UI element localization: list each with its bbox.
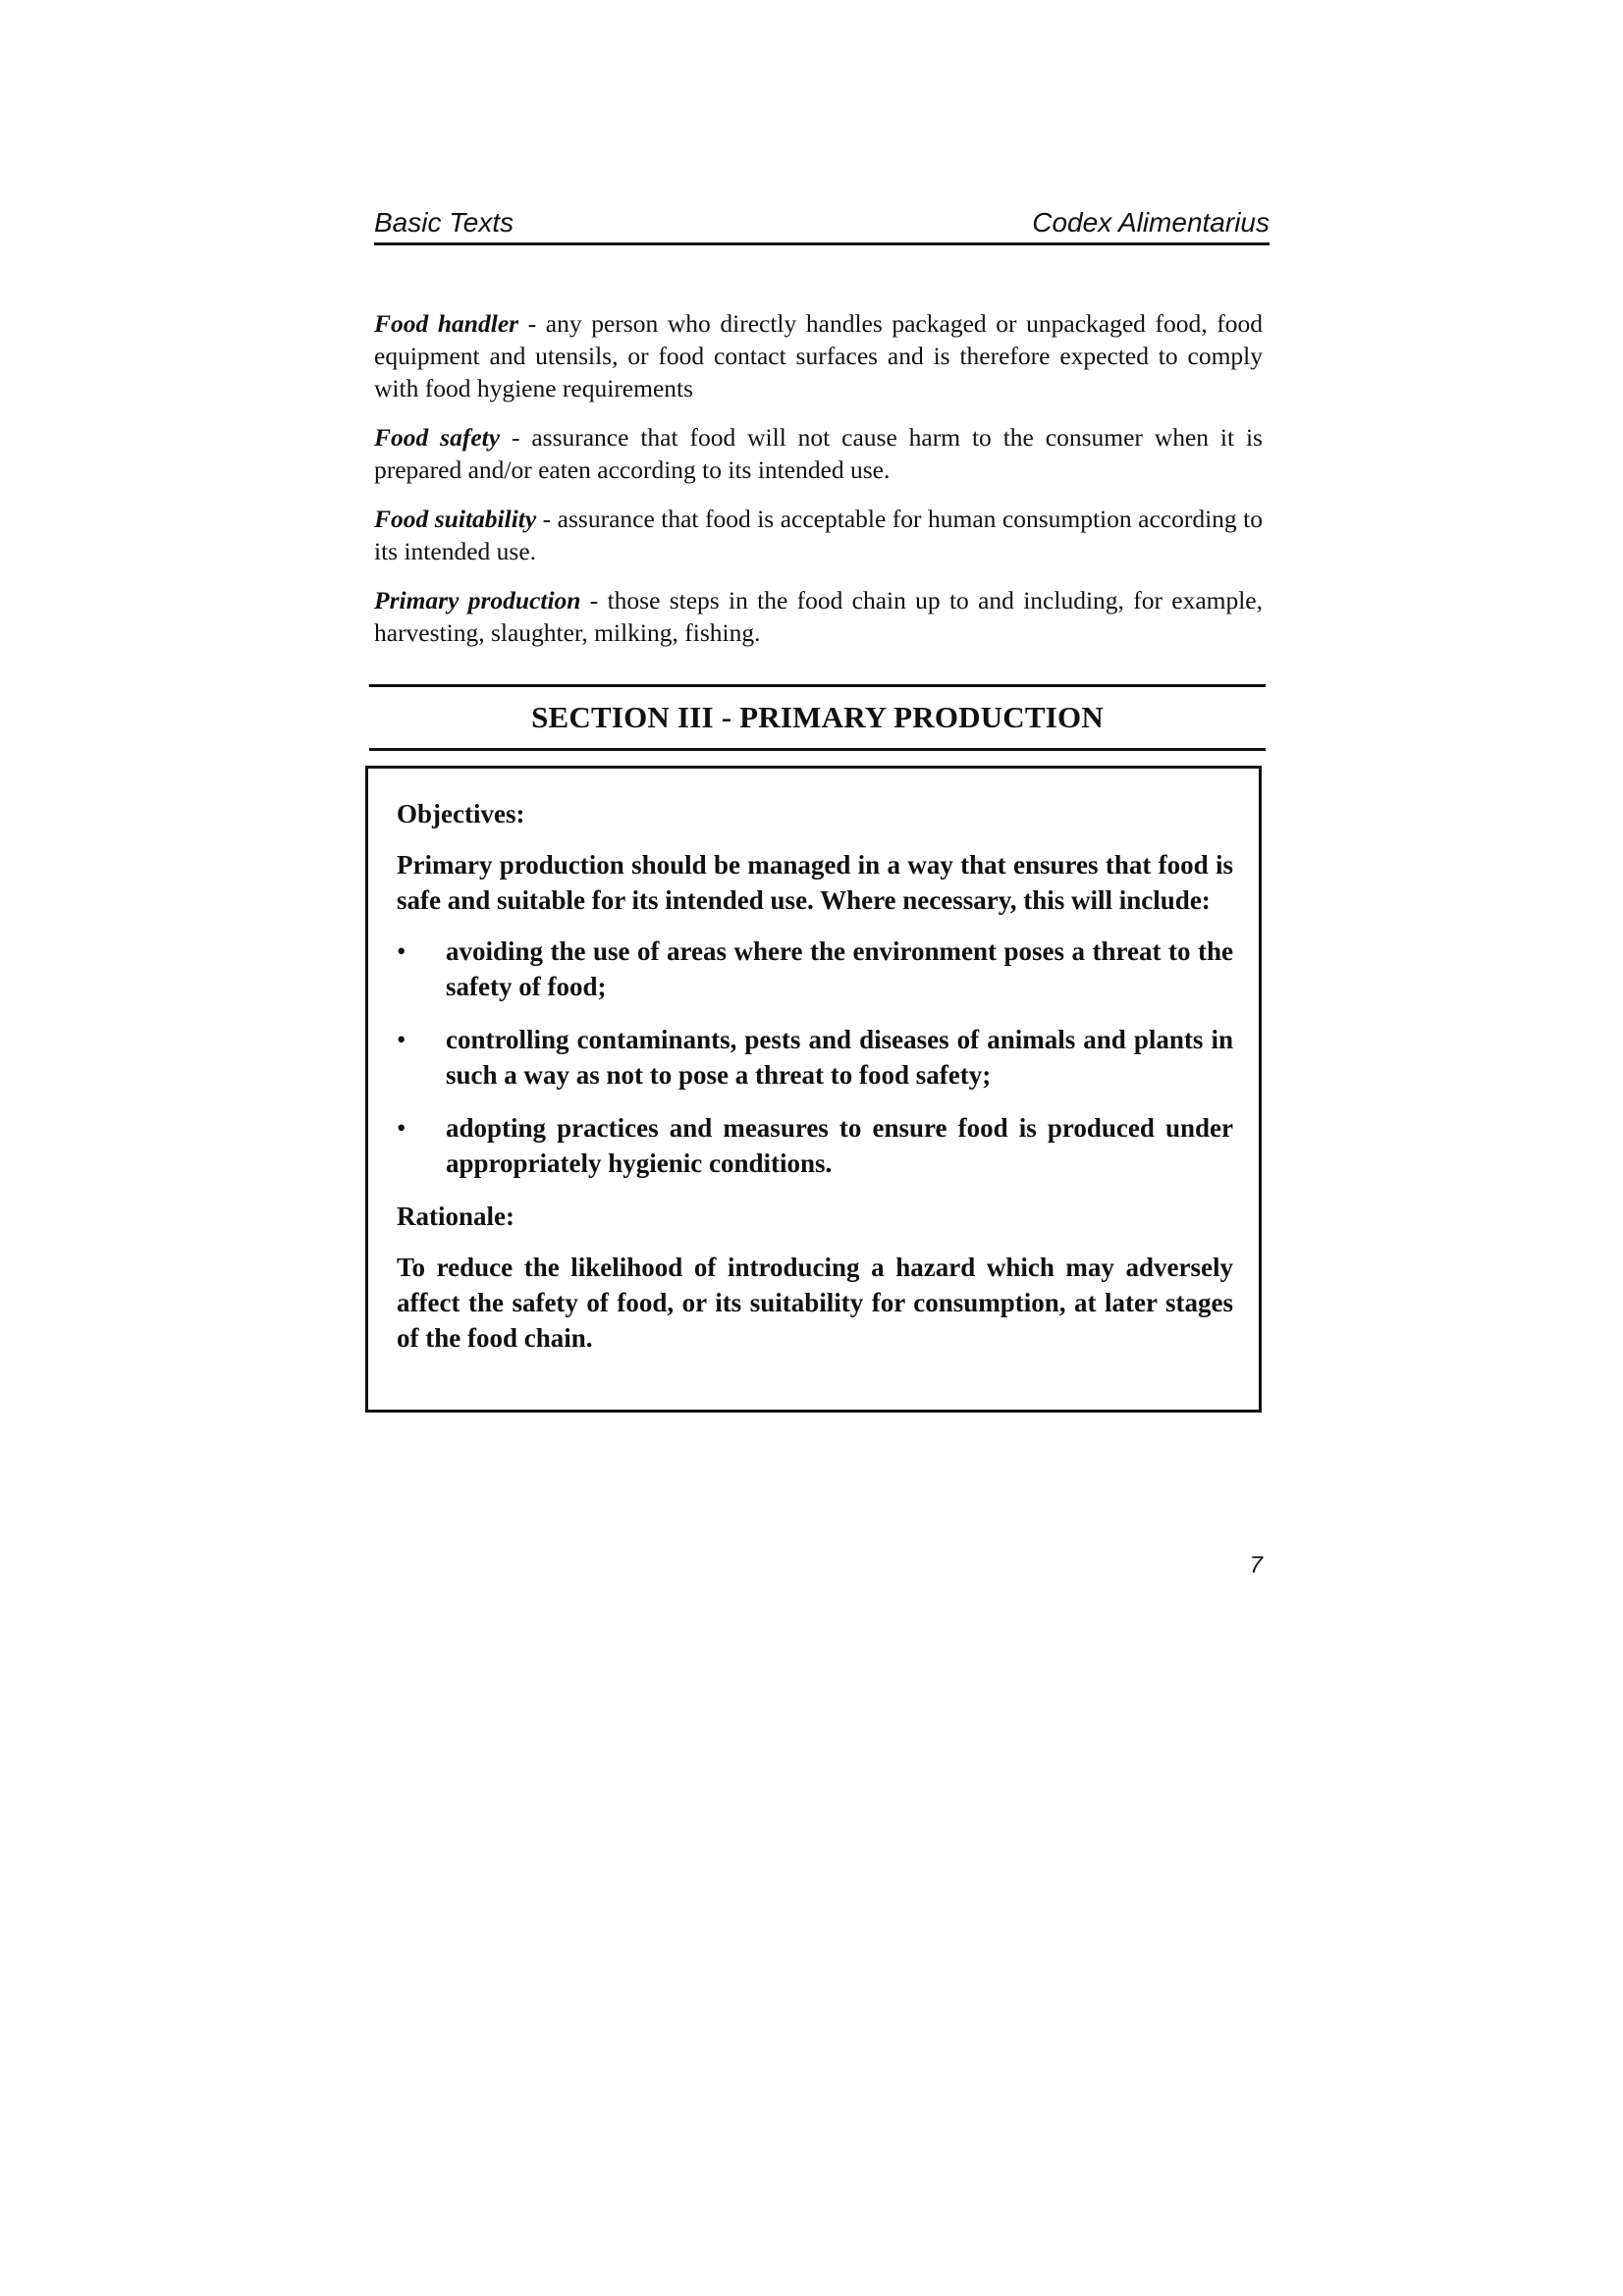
definition-food-handler xyxy=(374,307,1263,404)
bullet-icon: • xyxy=(397,1113,406,1143)
definition-primary-production xyxy=(374,584,1263,649)
header-left-title: Basic Texts xyxy=(374,207,514,238)
definition-term: Food handler xyxy=(374,309,519,338)
bullet-text: avoiding the use of areas where the environment poses a threat to the safety of food; xyxy=(446,936,1233,1001)
list-item xyxy=(397,934,1233,1004)
page-number: 7 xyxy=(1249,1552,1263,1578)
definition-term: Food safety xyxy=(374,423,501,452)
definition-text: - assurance that food will not cause harm to the consumer when it is prepared and/or eaten according to its intended use. xyxy=(374,423,1263,484)
bullet-icon: • xyxy=(397,936,406,966)
definition-food-suitability xyxy=(374,503,1263,567)
list-item xyxy=(397,1022,1233,1093)
rationale-text: To reduce the likelihood of introducing a hazard which may adversely affect the safety of food, or its suitability for consumption, at later stages of the food chain. xyxy=(397,1253,1233,1353)
definition-term: Primary production xyxy=(374,586,581,614)
objectives-heading: Objectives: xyxy=(397,799,525,828)
objectives-intro: Primary production should be managed in a way that ensures that food is safe and suitable for its intended use. Where necessary, this will include: xyxy=(397,850,1233,915)
definition-text: - assurance that food is acceptable for human consumption according to its intended use. xyxy=(374,505,1263,565)
header-right-title: Codex Alimentarius xyxy=(1032,207,1270,238)
bullet-text: controlling contaminants, pests and diseases of animals and plants in such a way as not to pose a threat to food safety; xyxy=(446,1025,1233,1090)
list-item xyxy=(397,1110,1233,1181)
rationale-heading: Rationale: xyxy=(397,1201,514,1231)
section-heading: SECTION III - PRIMARY PRODUCTION xyxy=(369,684,1266,751)
definitions-list xyxy=(374,307,1263,666)
definition-term: Food suitability xyxy=(374,505,537,533)
bullet-text: adopting practices and measures to ensure food is produced under appropriately hygienic conditions. xyxy=(446,1113,1233,1178)
running-header xyxy=(374,203,1270,245)
definition-text: - any person who directly handles packaged or unpackaged food, food equipment and utensils, or food contact surfaces and is therefore expected to comply with food hygiene requirements xyxy=(374,309,1263,402)
definition-food-safety xyxy=(374,421,1263,486)
objectives-list xyxy=(397,934,1233,1181)
objectives-box xyxy=(365,766,1262,1413)
bullet-icon: • xyxy=(397,1025,406,1054)
definition-text: - those steps in the food chain up to and including, for example, harvesting, slaughter, milking, fishing. xyxy=(374,586,1264,647)
